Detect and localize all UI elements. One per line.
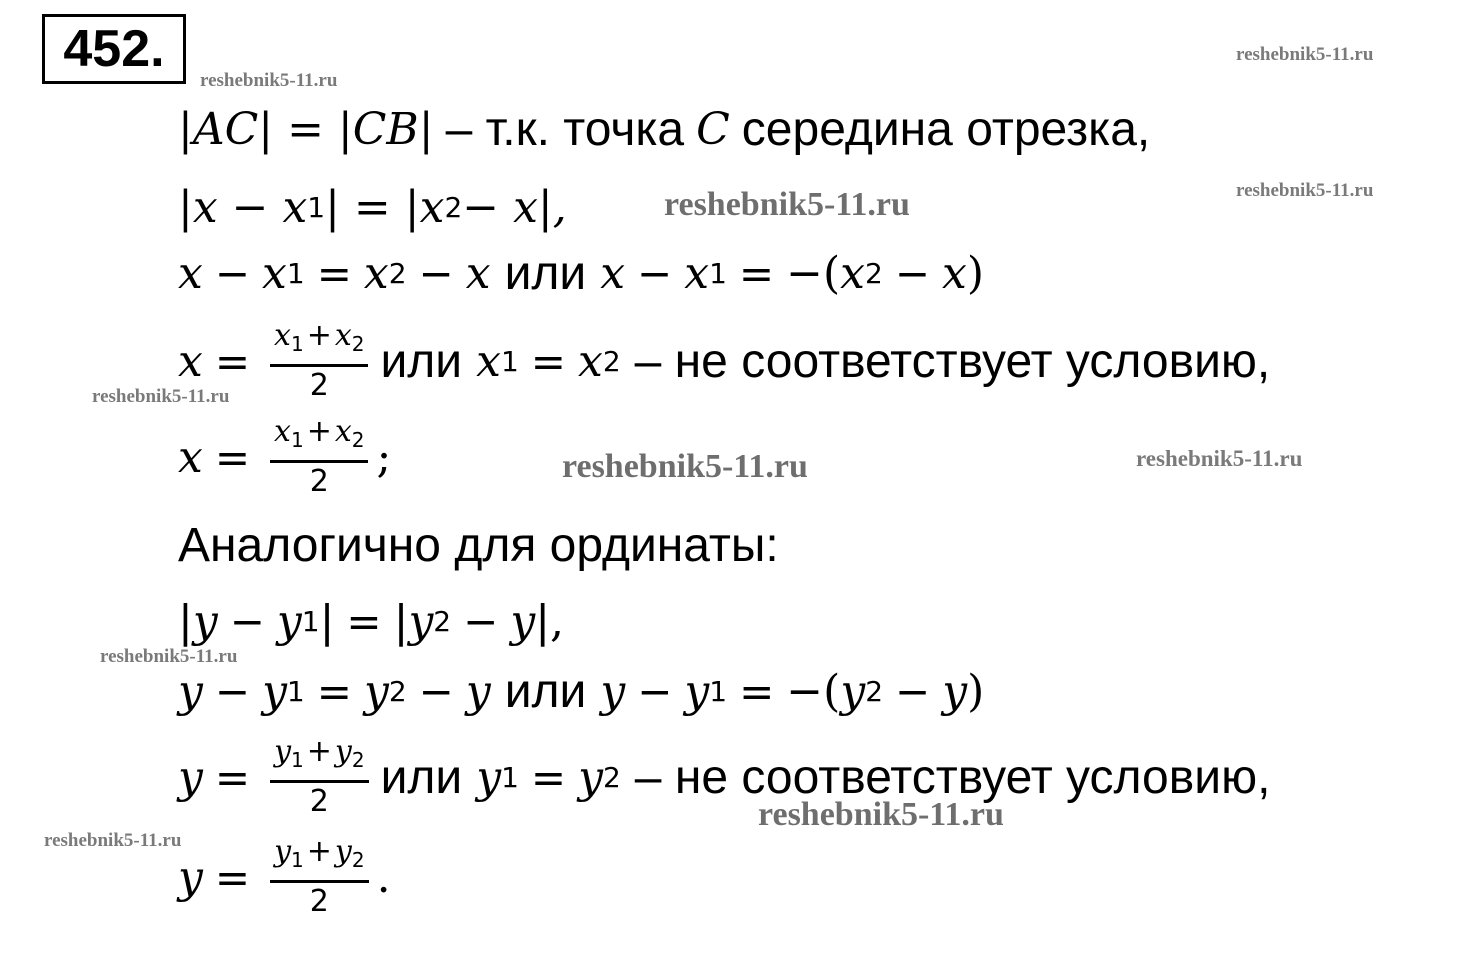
equals: = <box>214 852 251 902</box>
semicolon: ; <box>376 431 392 483</box>
abs-expr-right: − x|, <box>462 181 567 233</box>
abs-expr-mid: | = |x <box>325 181 445 233</box>
analog-text: Аналогично для ординаты: <box>178 518 779 572</box>
var-y: y <box>600 665 626 717</box>
solution-line-9 <box>178 732 1270 822</box>
var-x: x <box>476 335 501 387</box>
var-x: x <box>274 317 291 353</box>
var-y: y <box>840 665 866 717</box>
var-x: x <box>178 431 203 483</box>
fraction-denominator: 2 <box>309 463 329 499</box>
watermark: reshebnik5-11.ru <box>758 796 1004 833</box>
fraction-numerator <box>270 834 369 883</box>
var-x: x <box>942 247 967 299</box>
reason-text-end: середина отрезка, <box>741 102 1151 156</box>
var-y: y <box>942 665 968 717</box>
equals: = <box>738 248 775 298</box>
point-c: C <box>696 103 730 155</box>
abs-bar: | <box>535 595 551 647</box>
abs-bar: | <box>319 595 335 647</box>
subscript: 1 <box>286 256 305 290</box>
watermark: reshebnik5-11.ru <box>44 830 182 851</box>
negation: − <box>786 247 823 299</box>
subscript: 1 <box>291 847 304 872</box>
equals: = <box>739 666 775 716</box>
solution-line-10 <box>178 832 391 922</box>
subscript: 2 <box>444 190 463 224</box>
subscript: 1 <box>501 760 519 794</box>
reason-text: – т.к. точка <box>445 102 685 156</box>
abs-bar: | <box>178 595 193 647</box>
var-x: x <box>178 335 203 387</box>
subscript: 2 <box>388 674 407 708</box>
minus: − <box>229 596 265 646</box>
solution-line-2 <box>178 172 567 242</box>
solution-line-7 <box>178 586 564 656</box>
fraction-numerator <box>270 734 369 783</box>
watermark: reshebnik5-11.ru <box>664 186 910 223</box>
plus: + <box>306 317 332 353</box>
var-x: x <box>600 247 626 299</box>
minus: − <box>895 666 931 716</box>
plus: + <box>306 413 332 449</box>
subscript: 1 <box>291 747 304 772</box>
fraction-denominator: 2 <box>309 367 329 403</box>
minus: − <box>637 666 673 716</box>
var-y: y <box>363 665 389 717</box>
subscript: 2 <box>388 256 407 290</box>
subscript: 1 <box>709 674 728 708</box>
equals: = <box>214 752 251 802</box>
subscript: 1 <box>290 331 304 356</box>
or-word: или <box>504 664 587 718</box>
equation-ac-cb: |AC| = |CB| <box>178 103 434 155</box>
watermark: reshebnik5-11.ru <box>1136 446 1303 471</box>
subscript: 2 <box>433 604 452 638</box>
subscript: 1 <box>307 190 326 224</box>
fraction-numerator <box>270 414 368 463</box>
var-y: y <box>334 833 352 869</box>
var-y: y <box>178 665 203 717</box>
solution-line-4 <box>178 316 1270 406</box>
plus: + <box>306 733 332 769</box>
var-y: y <box>274 833 292 869</box>
condition-text: – не соответствует условию, <box>634 750 1271 804</box>
var-x: x <box>840 247 865 299</box>
watermark: reshebnik5-11.ru <box>92 386 230 407</box>
solution-line-8 <box>178 656 984 726</box>
equals: = <box>530 336 566 386</box>
equals: = <box>214 432 251 482</box>
var-y: y <box>178 751 203 803</box>
comma: , <box>550 595 565 647</box>
minus: − <box>418 666 454 716</box>
var-x: x <box>334 413 352 449</box>
problem-number: 452. <box>42 14 186 84</box>
equals: = <box>346 596 382 646</box>
watermark: reshebnik5-11.ru <box>1236 180 1374 201</box>
watermark: reshebnik5-11.ru <box>1236 44 1374 65</box>
var-y: y <box>334 733 352 769</box>
subscript: 2 <box>351 427 365 452</box>
paren: ) <box>967 665 985 717</box>
var-x: x <box>274 413 291 449</box>
plus: + <box>306 833 332 869</box>
var-y: y <box>684 665 710 717</box>
minus: − <box>418 248 454 298</box>
abs-bar: | <box>393 595 409 647</box>
subscript: 2 <box>864 256 883 290</box>
fraction <box>270 834 369 921</box>
subscript: 2 <box>351 847 365 872</box>
watermark: reshebnik5-11.ru <box>562 448 808 485</box>
equals: = <box>214 336 251 386</box>
var-y: y <box>276 595 302 647</box>
watermark: reshebnik5-11.ru <box>200 70 338 91</box>
var-y: y <box>465 665 491 717</box>
fraction-denominator: 2 <box>309 883 329 919</box>
var-x: x <box>577 335 603 387</box>
period: . <box>376 851 391 903</box>
var-y: y <box>262 665 287 717</box>
equals: = <box>530 752 567 802</box>
solution-line-3 <box>178 238 984 308</box>
var-y: y <box>510 595 536 647</box>
paren: ( <box>823 665 841 717</box>
subscript: 1 <box>709 256 727 290</box>
fraction <box>270 414 368 501</box>
subscript: 2 <box>865 674 884 708</box>
minus: − <box>637 248 673 298</box>
var-x: x <box>334 317 352 353</box>
solution-line-1 <box>178 94 1150 164</box>
subscript: 1 <box>286 674 305 708</box>
var-y: y <box>408 595 434 647</box>
subscript: 2 <box>351 331 365 356</box>
var-x: x <box>178 247 203 299</box>
paren: ) <box>966 247 985 299</box>
or-word: или <box>380 334 463 388</box>
fraction-denominator: 2 <box>309 783 329 819</box>
fraction <box>270 318 368 405</box>
var-x: x <box>465 247 491 299</box>
condition-text: – не соответствует условию, <box>634 334 1271 388</box>
or-word: или <box>380 750 463 804</box>
watermark: reshebnik5-11.ru <box>100 646 238 667</box>
negation: − <box>786 665 824 717</box>
fraction <box>270 734 369 821</box>
var-y: y <box>192 595 218 647</box>
var-y: y <box>178 851 203 903</box>
subscript: 2 <box>602 760 621 794</box>
solution-line-6 <box>178 510 779 580</box>
paren: ( <box>822 247 841 299</box>
equals: = <box>316 666 352 716</box>
minus: − <box>894 248 931 298</box>
minus: − <box>214 248 251 298</box>
subscript: 1 <box>500 344 519 378</box>
subscript: 2 <box>602 344 621 378</box>
or-word: или <box>504 246 587 300</box>
var-y: y <box>476 751 502 803</box>
abs-expr-left: |x − x <box>178 181 308 233</box>
var-x: x <box>684 247 710 299</box>
var-x: x <box>363 247 389 299</box>
solution-line-5 <box>178 412 391 502</box>
subscript: 1 <box>290 427 304 452</box>
subscript: 2 <box>351 747 365 772</box>
equals: = <box>316 248 352 298</box>
subscript: 1 <box>301 604 320 638</box>
minus: − <box>214 666 251 716</box>
minus: − <box>463 596 499 646</box>
var-x: x <box>262 247 287 299</box>
fraction-numerator <box>270 318 368 367</box>
var-y: y <box>274 733 292 769</box>
var-y: y <box>578 751 603 803</box>
